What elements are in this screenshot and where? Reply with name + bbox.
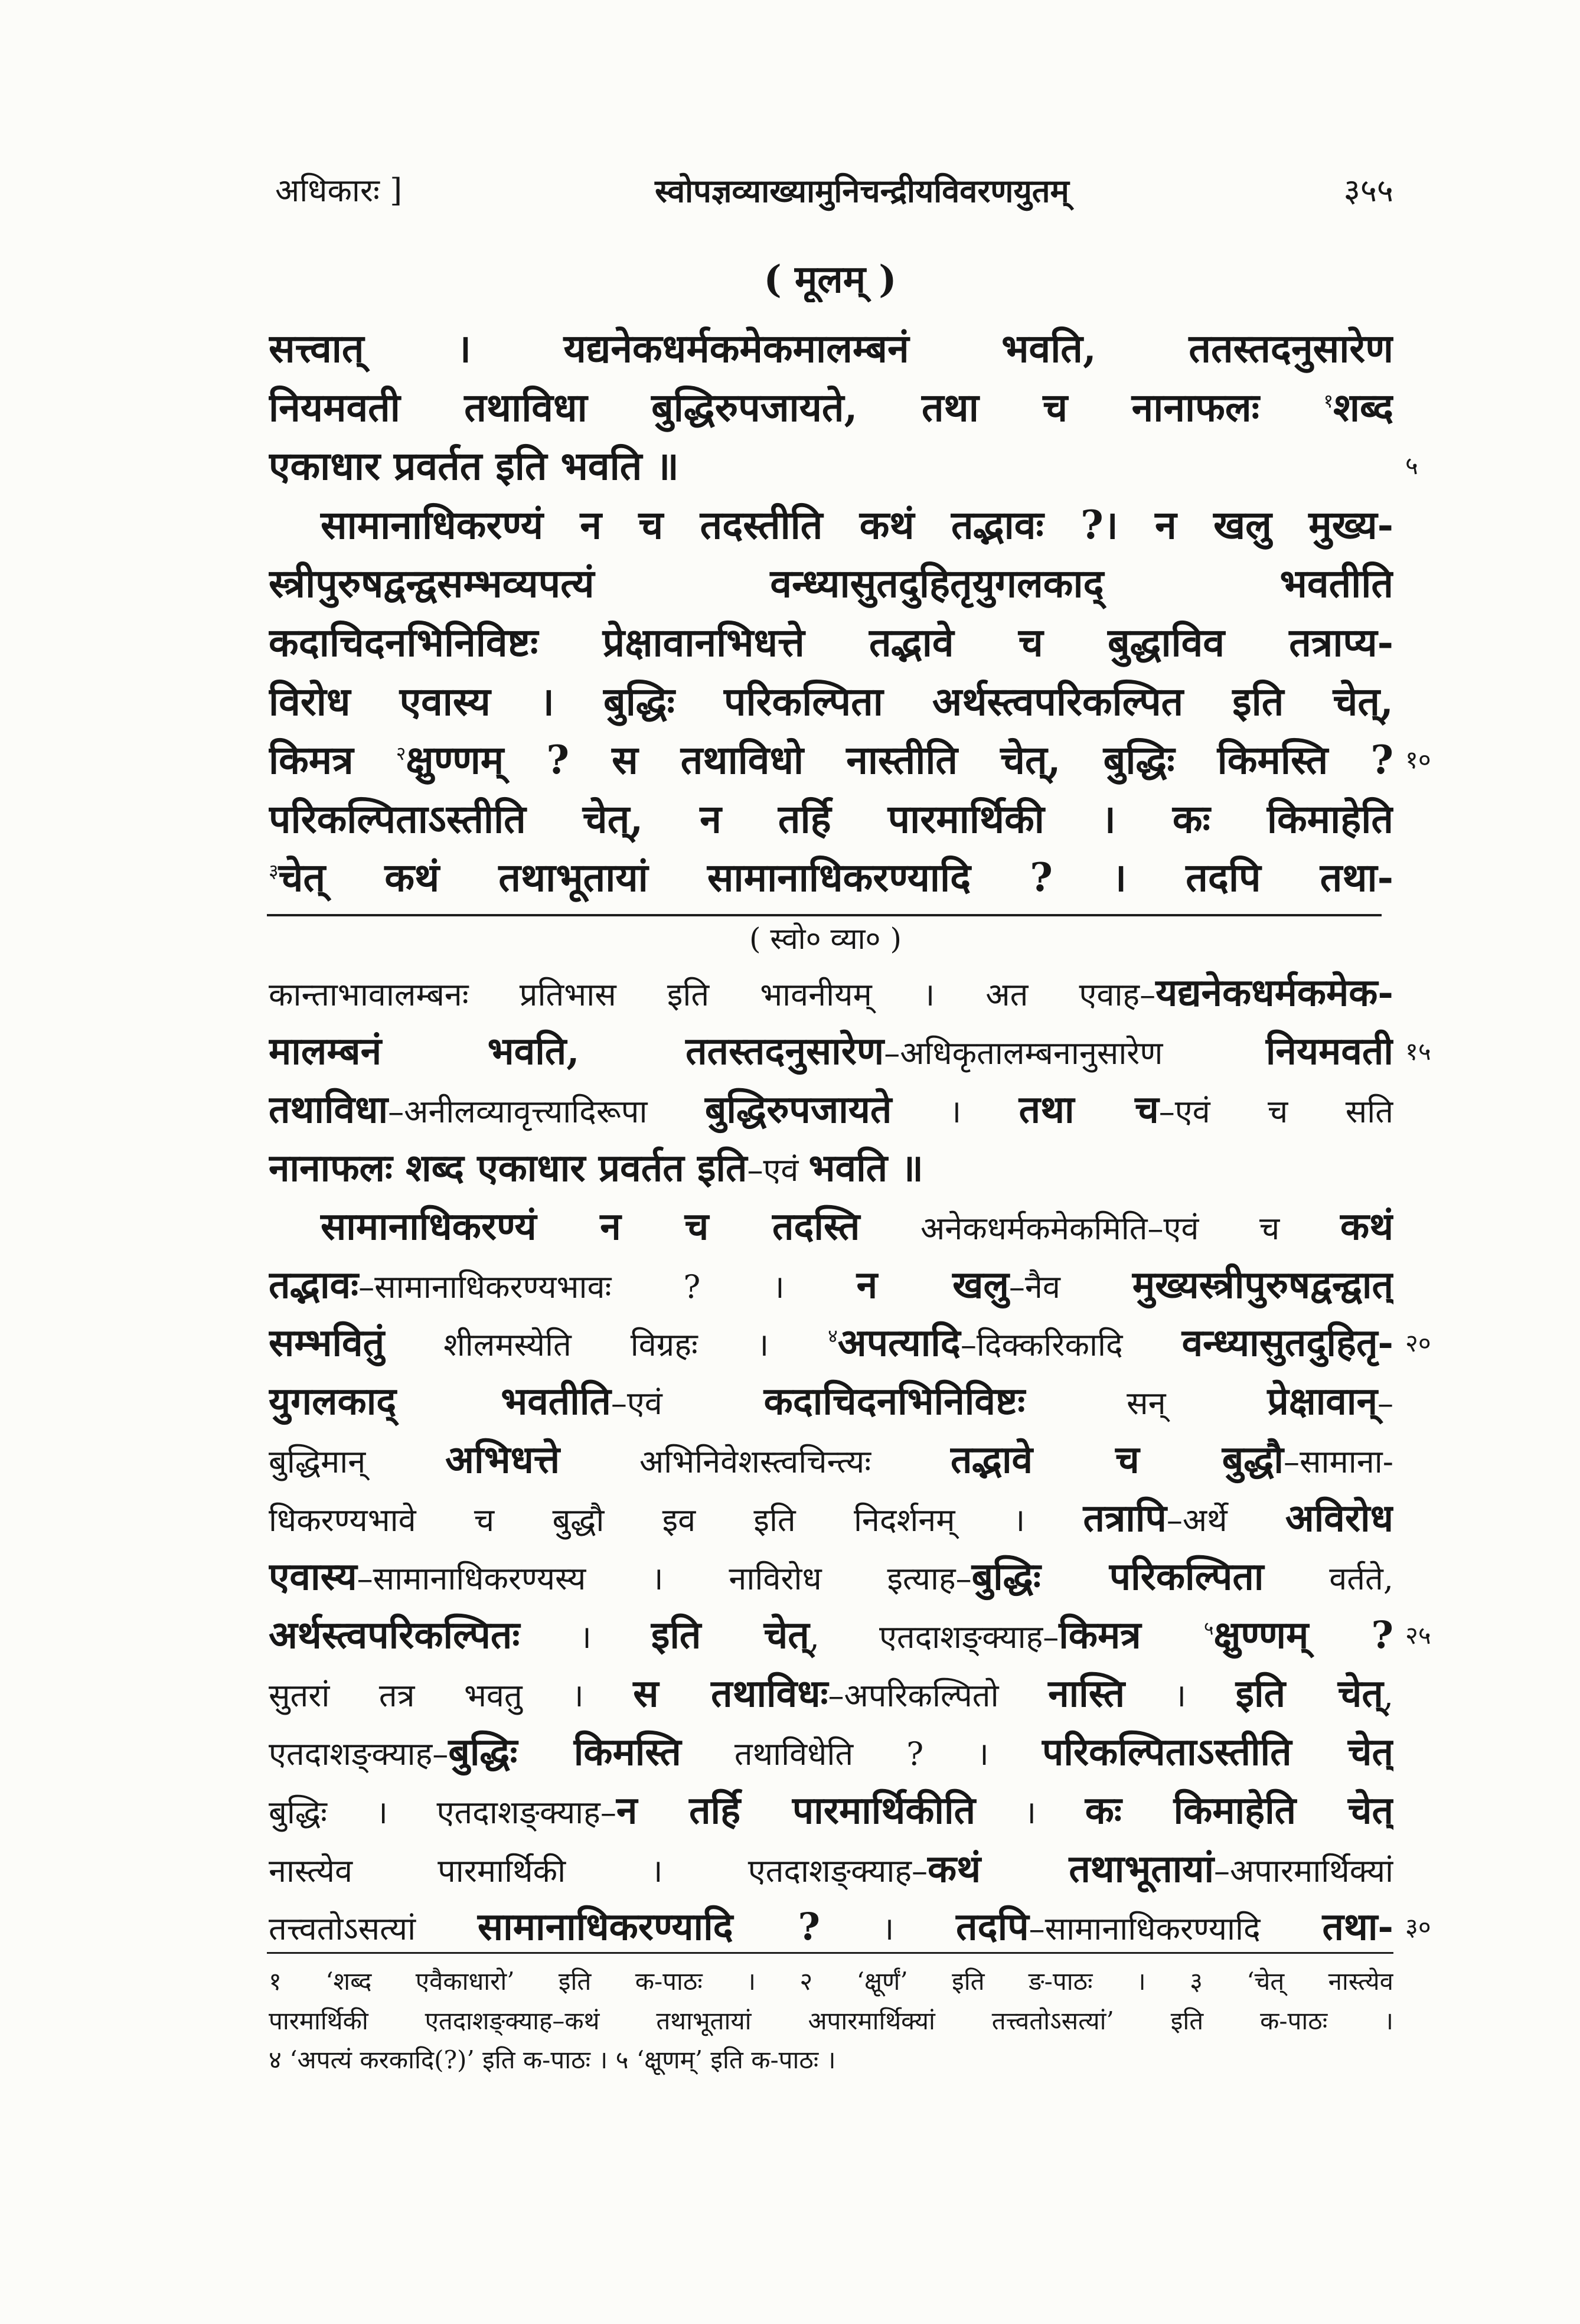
commentary-line <box>269 1489 1393 1548</box>
commentary-gloss: तत्त्वतोऽसत्यां <box>269 1910 478 1948</box>
quoted-mula-text: वन्ध्यासुतदुहितृ- <box>1181 1321 1393 1366</box>
quoted-mula-text: स तथाविधः <box>633 1671 828 1716</box>
commentary-line <box>269 1372 1393 1431</box>
quoted-mula-text: परिकल्पिताऽस्तीति चेत् <box>1042 1729 1393 1774</box>
margin-line-number: ३० <box>1405 1912 1431 1942</box>
commentary-line <box>269 1081 1393 1139</box>
quoted-mula-text: अर्थस्त्वपरिकल्पितः <box>269 1613 520 1657</box>
quoted-mula-text: तथा- <box>1322 1905 1393 1950</box>
commentary-gloss: । <box>520 1618 651 1656</box>
mula-text: शब्द <box>1333 384 1393 430</box>
mula-text: विरोध एवास्य । बुद्धिः परिकल्पिता अर्थस्त्वपरिकल्पित इति चेत्, <box>269 678 1393 724</box>
commentary-gloss: –नैव <box>1008 1268 1132 1305</box>
footnote-marker: ५ <box>1203 1617 1214 1640</box>
commentary-gloss: –अधिकृतालम्बनानुसारेण <box>884 1034 1266 1072</box>
quoted-mula-text: न तर्हि पारमार्थिकीति <box>616 1788 976 1833</box>
quoted-mula-text: सम्भवितुं <box>269 1321 385 1366</box>
commentary-line <box>269 1840 1393 1898</box>
commentary-gloss: । <box>975 1793 1085 1831</box>
commentary-gloss: अनेकधर्मकमेकमिति–एवं च <box>860 1209 1340 1247</box>
quoted-mula-text: सामानाधिकरण्यादि ? <box>477 1905 821 1950</box>
running-head-chapter: अधिकारः ] <box>275 172 403 209</box>
footnote-marker: ४ <box>828 1325 838 1348</box>
commentary-gloss: –दिक्करिकादि <box>960 1326 1182 1364</box>
mula-line <box>269 319 1393 378</box>
commentary-line <box>269 1781 1393 1840</box>
mula-text: कदाचिदनभिनिविष्टः प्रेक्षावानभिधत्ते तद्भावे च बुद्धाविव तत्राप्य- <box>269 619 1393 665</box>
commentary-gloss: , <box>1383 1676 1393 1714</box>
commentary-gloss: –एवं <box>747 1151 809 1189</box>
commentary-gloss: –अपरिकल्पितो <box>828 1676 1049 1714</box>
commentary-gloss: , एतदाशङ्क्याह– <box>809 1618 1059 1656</box>
margin-line-number: ५ <box>1405 451 1418 481</box>
commentary-line <box>269 1022 1393 1081</box>
mula-text: किमत्र <box>269 737 396 784</box>
quoted-mula-text: तथा च <box>1018 1087 1159 1132</box>
commentary-line <box>269 1548 1393 1606</box>
footnote-marker: ३ <box>269 860 279 883</box>
commentary-gloss: । <box>1125 1676 1236 1714</box>
mula-line <box>269 378 1393 437</box>
quoted-mula-text: मालम्बनं भवति, ततस्तदनुसारेण <box>269 1029 884 1073</box>
quoted-mula-text: कः किमाहेति चेत् <box>1085 1788 1393 1833</box>
commentary-line <box>269 1723 1393 1781</box>
commentary-line <box>269 1197 1393 1256</box>
quoted-mula-text: यद्यनेकधर्मकमेक- <box>1155 971 1393 1015</box>
commentary-gloss: एतदाशङ्क्याह– <box>269 1735 449 1773</box>
commentary-gloss: –सामानाधिकरण्यस्य । नाविरोध इत्याह– <box>357 1560 972 1597</box>
commentary-gloss: । <box>892 1092 1019 1130</box>
mula-line <box>269 672 1393 731</box>
commentary-line <box>269 1314 1393 1372</box>
mula-line <box>269 848 1393 907</box>
commentary-line <box>269 1664 1393 1723</box>
quoted-mula-text: कथं तथाभूतायां <box>928 1846 1215 1891</box>
quoted-mula-text: इति चेत् <box>651 1613 809 1657</box>
mula-line <box>269 495 1393 554</box>
commentary-line <box>269 1139 1393 1197</box>
commentary-gloss: –अनीलव्यावृत्त्यादिरूपा <box>388 1092 705 1130</box>
quoted-mula-text: मुख्यस्त्रीपुरुषद्वन्द्वात् <box>1132 1262 1393 1307</box>
mula-text: चेत् कथं तथाभूतायां सामानाधिकरण्यादि ? । तदपि तथा- <box>278 854 1393 901</box>
quoted-mula-text: कथं <box>1340 1204 1393 1249</box>
commentary-gloss: –सामानाधिकरण्यभावः ? । <box>358 1268 857 1305</box>
mula-line <box>269 789 1393 848</box>
quoted-mula-text: न खलु <box>856 1262 1009 1307</box>
commentary-gloss: –सामानाधिकरण्यादि <box>1029 1910 1323 1948</box>
commentary-gloss: धिकरण्यभावे च बुद्धौ इव इति निदर्शनम् । <box>269 1502 1083 1539</box>
margin-line-number: १५ <box>1405 1036 1431 1066</box>
section-divider <box>267 914 1382 916</box>
commentary-gloss: तथाविधेति ? । <box>681 1735 1043 1773</box>
commentary-gloss: बुद्धिमान् <box>269 1443 446 1481</box>
margin-line-number: २५ <box>1405 1620 1431 1650</box>
mula-text: सत्त्वात् । यद्यनेकधर्मकमेकमालम्बनं भवति, ततस्तदनुसारेण <box>269 325 1393 371</box>
commentary-gloss: कान्ताभावालम्बनः प्रतिभास इति भावनीयम् । अत एवाह– <box>269 976 1156 1013</box>
quoted-mula-text: क्षुण्णम् ? <box>1213 1613 1393 1657</box>
quoted-mula-text: किमत्र <box>1059 1613 1204 1657</box>
quoted-mula-text: तदपि <box>956 1905 1029 1950</box>
mula-text: क्षुण्णम् ? स तथाविधो नास्तीति चेत्, बुद्धिः किमस्ति ? <box>406 737 1393 784</box>
quoted-mula-text: बुद्धिः परिकल्पिता <box>971 1555 1264 1599</box>
commentary-gloss: सन् <box>1025 1385 1268 1422</box>
mula-text: स्त्रीपुरुषद्वन्द्वसम्भव्यपत्यं वन्ध्यासुतदुहितृयुगलकाद् भवतीति <box>269 560 1393 607</box>
mula-line <box>269 730 1393 789</box>
commentary-line <box>269 1256 1393 1314</box>
commentary-gloss: –एवं च सति <box>1158 1092 1393 1130</box>
running-head-title: स्वोपज्ञव्याख्यामुनिचन्द्रीयविवरणयुतम् <box>655 172 1069 210</box>
quoted-mula-text: तद्भावे च बुद्धौ <box>951 1438 1284 1483</box>
commentary-heading: ( स्वो० व्या० ) <box>749 922 902 956</box>
quoted-mula-text: युगलकाद् भवतीति <box>269 1379 611 1424</box>
quoted-mula-text: प्रेक्षावान् <box>1267 1379 1377 1424</box>
footnote-marker: २ <box>396 742 406 765</box>
margin-line-number: १० <box>1405 745 1431 775</box>
quoted-mula-text: अपत्यादि <box>837 1321 961 1366</box>
commentary-gloss: – <box>1377 1385 1393 1422</box>
mula-text: एकाधार प्रवर्तत इति भवति ॥ <box>269 443 679 489</box>
quoted-mula-text: तद्भावः <box>269 1262 359 1307</box>
commentary-gloss: अभिनिवेशस्त्वचिन्त्यः <box>560 1443 951 1481</box>
commentary-gloss: बुद्धिः । एतदाशङ्क्याह– <box>269 1793 616 1831</box>
mula-heading: ( मूलम् ) <box>763 257 897 302</box>
quoted-mula-text: तत्रापि <box>1083 1496 1167 1541</box>
mula-text: नियमवती तथाविधा बुद्धिरुपजायते, तथा च नानाफलः <box>269 384 1324 430</box>
quoted-mula-text: कदाचिदनभिनिविष्टः <box>763 1379 1026 1424</box>
commentary-line <box>269 1431 1393 1489</box>
commentary-line <box>269 964 1393 1022</box>
commentary-gloss: –सामाना- <box>1284 1443 1393 1481</box>
commentary-gloss: । <box>820 1910 957 1948</box>
quoted-mula-text: इति चेत् <box>1235 1671 1383 1716</box>
page-number: ३५५ <box>1343 172 1393 209</box>
quoted-mula-text: अविरोध <box>1285 1496 1393 1541</box>
commentary-gloss: शीलमस्येति विग्रहः । <box>384 1326 828 1364</box>
commentary-gloss: सुतरां तत्र भवतु । <box>269 1676 634 1714</box>
footnote-marker: १ <box>1323 389 1334 412</box>
quoted-mula-text: सामानाधिकरण्यं न च तदस्ति <box>321 1204 860 1249</box>
commentary-gloss: वर्तते, <box>1264 1560 1393 1597</box>
footnote-line: १ ‘शब्द एवैकाधारो’ इति क-पाठः । २ ‘क्षूर्णं’ इति ङ-पाठः । ३ ‘चेत् नास्त्येव <box>269 1967 1393 1996</box>
quoted-mula-text: एवास्य <box>269 1555 357 1599</box>
commentary-line <box>269 1898 1393 1956</box>
commentary-gloss: –एवं <box>611 1385 764 1422</box>
commentary-gloss: –अर्थे <box>1166 1502 1285 1539</box>
footnote-line: पारमार्थिकी एतदाशङ्क्याह–कथं तथाभूतायां अपारमार्थिक्यां तत्त्वतोऽसत्यां’ इति क-पाठः । <box>269 2006 1393 2035</box>
quoted-mula-text: बुद्धिः किमस्ति <box>448 1729 681 1774</box>
commentary-gloss: नास्त्येव पारमार्थिकी । एतदाशङ्क्याह– <box>269 1852 928 1889</box>
mula-text: सामानाधिकरण्यं न च तदस्तीति कथं तद्भावः ?। न खलु मुख्य- <box>321 501 1393 548</box>
footnote-line: ४ ‘अपत्यं करकादि(?)’ इति क-पाठः । ५ ‘क्षूणम्’ इति क-पाठः । <box>269 2045 836 2074</box>
quoted-mula-text: भवति ॥ <box>808 1145 923 1190</box>
commentary-line <box>269 1606 1393 1664</box>
quoted-mula-text: तथाविधा <box>269 1087 389 1132</box>
quoted-mula-text: नास्ति <box>1048 1671 1125 1716</box>
mula-line <box>269 613 1393 672</box>
mula-text: परिकल्पिताऽस्तीति चेत्, न तर्हि पारमार्थिकी । कः किमाहेति <box>269 795 1393 842</box>
mula-line <box>269 554 1393 613</box>
mula-line <box>269 436 1393 495</box>
margin-line-number: २० <box>1405 1329 1431 1358</box>
commentary-gloss: –अपारमार्थिक्यां <box>1214 1852 1393 1889</box>
quoted-mula-text: अभिधत्ते <box>445 1438 560 1483</box>
quoted-mula-text: नियमवती <box>1265 1029 1393 1073</box>
quoted-mula-text: नानाफलः शब्द एकाधार प्रवर्तत इति <box>269 1145 747 1190</box>
quoted-mula-text: बुद्धिरुपजायते <box>704 1087 892 1132</box>
